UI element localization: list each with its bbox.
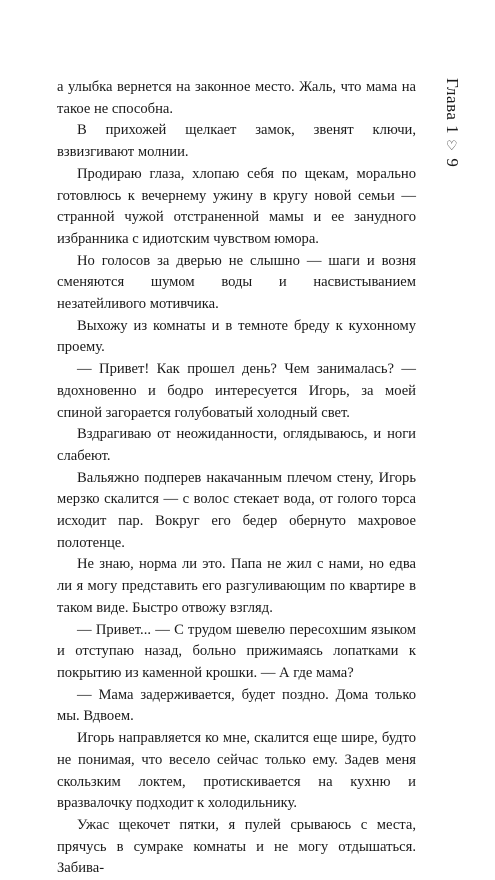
paragraph: а улыбка вернется на законное место. Жаль, что мама на такое не способна.: [57, 79, 416, 117]
paragraph: — Привет! Как прошел день? Чем занималась? — вдохновенно и бодро интересуется Игорь, за моей спиной загорается голубоватый холодный свет.: [57, 361, 416, 421]
paragraph: Игорь направляется ко мне, скалится еще шире, будто не понимая, что весело сейчас только ему. Задев меня скользким локтем, протискивается на кухню и вразвалочку подходит к холодильнику.: [57, 730, 416, 812]
paragraph: В прихожей щелкает замок, звенят ключи, взвизгивают молнии.: [57, 122, 416, 161]
paragraph: Но голосов за дверью не слышно — шаги и возня сменяются шумом воды и насвистыванием незатейливого мотивчика.: [57, 252, 416, 313]
paragraph: Ужас щекочет пятки, я пулей срываюсь с места, прячусь в сумраке комнаты и не могу отдышаться. Забива-: [57, 816, 416, 877]
paragraph: Вздрагиваю от неожиданности, оглядываюсь, и ноги слабеют.: [57, 426, 416, 464]
paragraph: Вальяжно подперев накачанным плечом стену, Игорь мерзко скалится — с волос стекает вода, от голого торса исходит пар. Вокруг его бедер обернуто махровое полотенце.: [57, 469, 416, 551]
paragraph: — Мама задерживается, будет поздно. Дома только мы. Вдвоем.: [57, 686, 416, 725]
page-number: 9: [443, 158, 462, 168]
paragraph: Не знаю, норма ли это. Папа не жил с нами, но едва ли я могу представить его разгуливающим по квартире в таком виде. Быстро отвожу взгляд.: [57, 556, 416, 616]
body-text: [57, 77, 416, 880]
paragraph: Продираю глаза, хлопаю себя по щекам, морально готовлюсь к вечернему ужину в кругу новой семьи — странной чужой отстраненной мамы и ее занудного избранника с идиотским чувством юмора.: [57, 165, 416, 247]
paragraph: — Привет... — С трудом шевелю пересохшим языком и отступаю назад, больно прижимаясь лопатками к покрытию из каменной крошки. — А где мама?: [57, 621, 416, 681]
chapter-title: Глава 1: [443, 78, 462, 135]
paragraph: Выхожу из комнаты и в темноте бреду к кухонному проему.: [57, 317, 416, 356]
running-head: [436, 78, 466, 258]
heart-icon: ♡: [445, 138, 459, 154]
